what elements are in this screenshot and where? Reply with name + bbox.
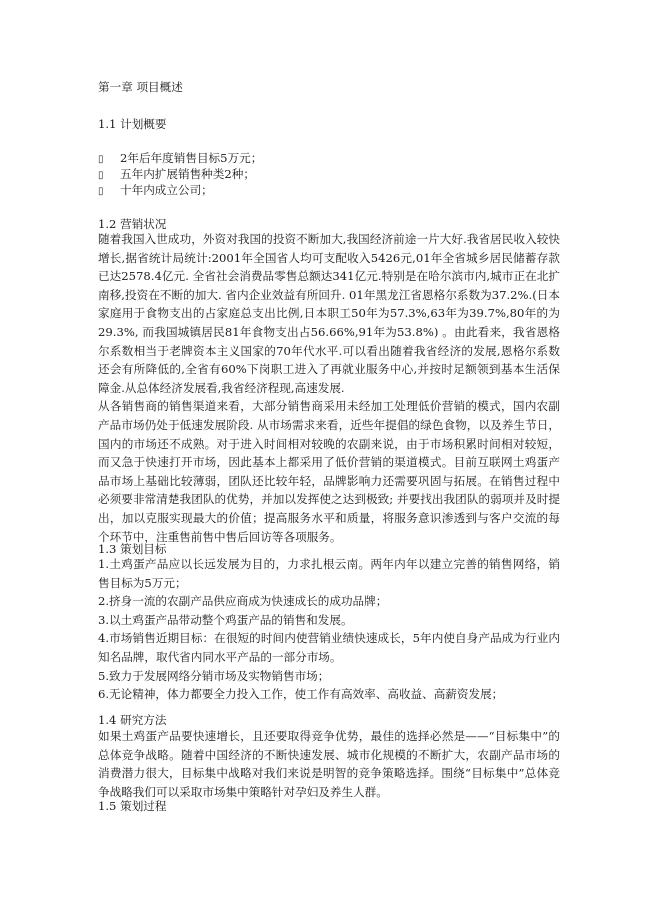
list-item: 2.挤身一流的农副产品供应商成为快速成长的成功品牌； bbox=[98, 594, 388, 609]
section-heading-1-2: 1.2 营销状况 bbox=[98, 217, 167, 231]
section-heading-1-4: 1.4 研究方法 bbox=[98, 713, 167, 727]
list-item: ▯ 2年后年度销售目标5万元； bbox=[98, 150, 262, 168]
list-item: ▯ 十年内成立公司； bbox=[98, 182, 213, 200]
paragraph: 从各销售商的销售渠道来看，大部分销售商采用未经加工处理低价营销的模式，国内农副产品市场仍处于低速发展阶段. 从市场需求来看，近些年提倡的绿色食物，以及养生节日，国内的市场还不成熟。对于进入时间相对较晚的农副来说，由于市场积累时间相对较短，而又急于快速打开市场，因此基本上都采用了低价营销的渠道模式。目前互联网土鸡蛋产品市场上基础比较薄弱，团队还比较年轻，品牌影响力还需要巩固与拓展。在销售过程中必须要非常清楚我团队的优势，并加以发挥使之达到极致; 并要找出我团队的弱项并及时提出，加以克服实现最大的价值；提高服务水平和质量，将服务意识渗透到与客户交流的每个环节中，注重售前售中售后回访等各项服务。 bbox=[98, 399, 560, 544]
section-body-1-4 bbox=[98, 727, 560, 801]
bullet-icon: ▯ bbox=[98, 154, 104, 165]
list-item: 5.致力于发展网络分销市场及实物销售市场； bbox=[98, 668, 330, 683]
section-heading-1-1: 1.1 计划概要 bbox=[98, 117, 167, 131]
section-body-1-3 bbox=[98, 555, 560, 704]
list-item: ▯ 五年内扩展销售种类2种； bbox=[98, 166, 255, 184]
section-heading-1-5: 1.5 策划过程 bbox=[98, 799, 167, 813]
list-item: 4.市场销售近期目标：在很短的时间内使营销业绩快速成长，5年内使自身产品成为行业内知名品牌，取代省内同水平产品的一部分市场。 bbox=[98, 631, 560, 664]
bullet-icon: ▯ bbox=[98, 170, 104, 181]
bullet-icon: ▯ bbox=[98, 186, 104, 197]
paragraph: 随着我国入世成功，外资对我国的投资不断加大,我国经济前途一片大好.我省居民收入较快增长,据省统计局统计:2001年全国省人均可支配收入5426元,01年全省城乡居民储蓄存款已达2578.4亿元. 全省社会消费品零售总额达341亿元.特别是在哈尔滨市内,城市正在北扩南移,投资在不断的加大. 省内企业效益有所回升. 01年黑龙江省恩格尔系数为37.2%.(日本家庭用于食物支出的占家庭总支出比例,日本职工50年为57.3%,63年为39.7%,80年的为29.3%, 而我国城镇居民81年食物支出占56.66%,91年为53.8%) 。由此看来，我省恩格尔系数相当于老牌资本主义国家的70年代水平.可以看出随着我省经济的发展,恩格尔系数还会有所降低的,全省有60%下岗职工进入了再就业服务中心,并按时足额领到基本生活保障金.从总体经济发展看,我省经济程现,高速发展. bbox=[98, 232, 560, 395]
chapter-title: 第一章 项目概述 bbox=[98, 80, 183, 94]
list-item: 6.无论精神，体力都要全力投入工作，使工作有高效率、高收益、高薪资发展； bbox=[98, 687, 504, 702]
paragraph: 如果土鸡蛋产品要快速增长，且还要取得竞争优势，最佳的选择必然是——“目标集中”的总体竞争战略。随着中国经济的不断快速发展、城市化规模的不断扩大，农副产品市场的消费潜力很大，目标集中战略对我们来说是明智的竞争策略选择。围绕“目标集中”总体竞争战略我们可以采取市场集中策略针对孕妇及养生人群。 bbox=[98, 729, 560, 799]
section-heading-1-3: 1.3 策划目标 bbox=[98, 542, 167, 556]
section-body-1-2 bbox=[98, 230, 560, 546]
list-item: 3.以土鸡蛋产品带动整个鸡蛋产品的销售和发展。 bbox=[98, 612, 353, 627]
list-item: 1.土鸡蛋产品应以长远发展为目的，力求扎根云南。两年内年以建立完善的销售网络，销售目标为5万元； bbox=[98, 557, 560, 590]
